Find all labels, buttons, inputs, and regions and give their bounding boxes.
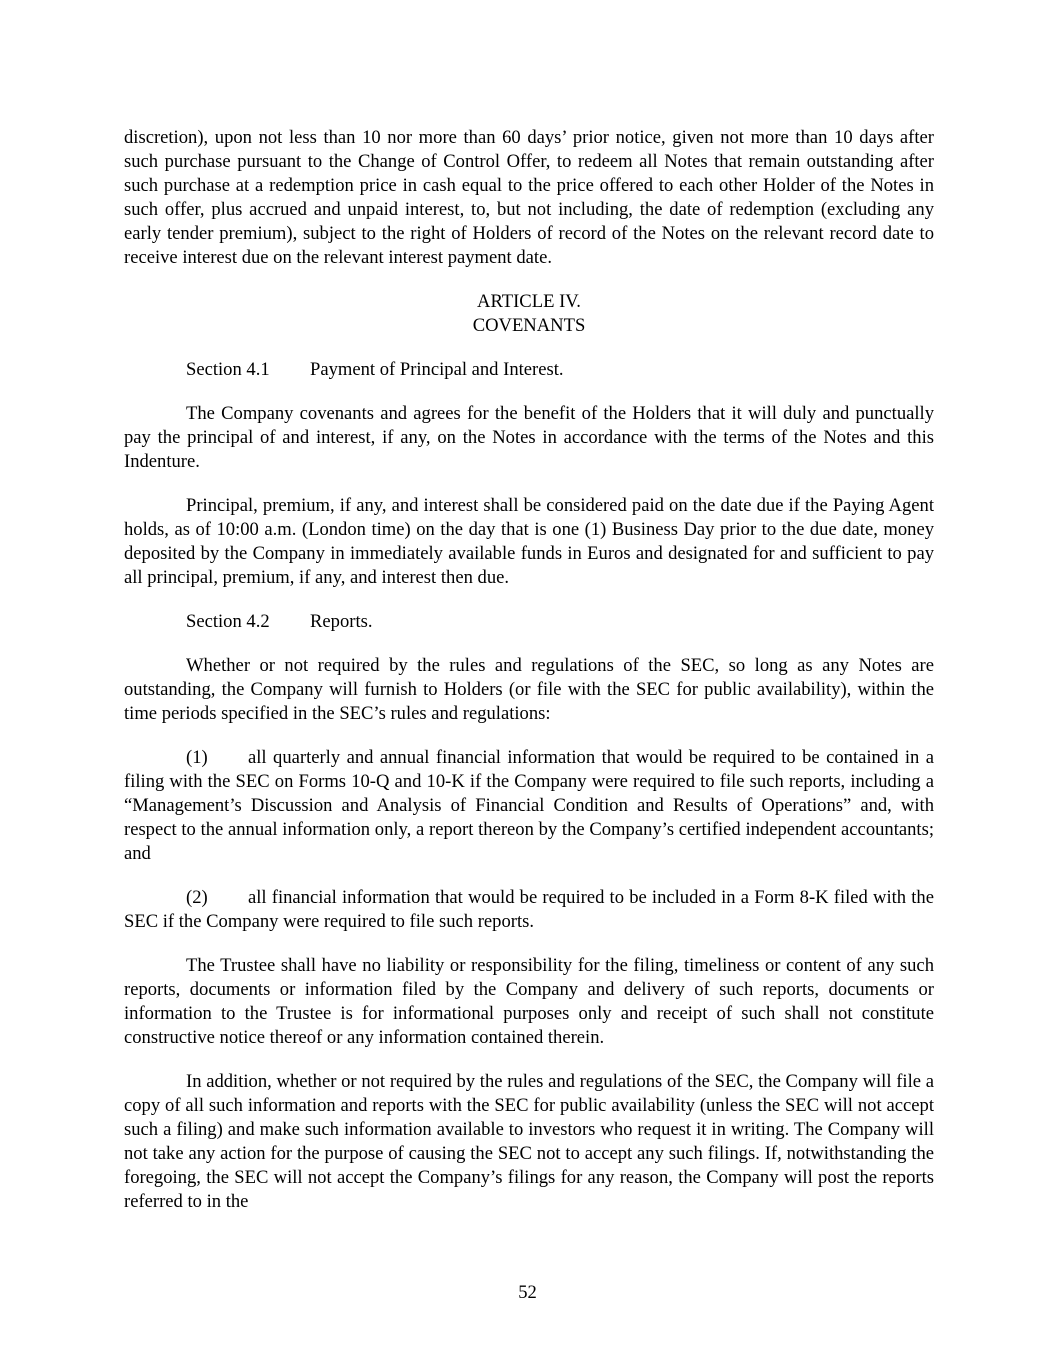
section-4-2-heading	[124, 610, 934, 634]
section-4-1-number: Section 4.1	[186, 359, 270, 380]
page-number: 52	[518, 1282, 537, 1303]
paragraph-reports-intro: Whether or not required by the rules and regulations of the SEC, so long as any Notes are outstanding, the Company will furnish to Holders (or file with the SEC for public availability), within the time periods specified in the SEC’s rules and regulations:	[124, 655, 934, 724]
section-4-2-title: Reports.	[310, 611, 373, 632]
list-item-1	[124, 746, 934, 866]
paragraph-continuation: discretion), upon not less than 10 nor more than 60 days’ prior notice, given not more than 10 days after such purchase pursuant to the Change of Control Offer, to redeem all Notes that remain outstanding after such purchase at a redemption price in cash equal to the price offered to each other Holder of the Notes in such offer, plus accrued and unpaid interest, to, but not including, the date of redemption (excluding any early tender premium), subject to the right of Holders of record of the Notes on the relevant record date to receive interest due on the relevant interest payment date.	[124, 127, 934, 268]
article-title: COVENANTS	[472, 315, 586, 336]
list-item-1-label: (1)	[186, 747, 208, 768]
paragraph-covenant-payment: The Company covenants and agrees for the benefit of the Holders that it will duly and punctually pay the principal of and interest, if any, on the Notes in accordance with the terms of the Notes and this Indenture.	[124, 403, 934, 472]
paragraph-payment-timing: Principal, premium, if any, and interest shall be considered paid on the date due if the Paying Agent holds, as of 10:00 a.m. (London time) on the day that is one (1) Business Day prior to the due date, money deposited by the Company in immediately available funds in Euros and designated for and sufficient to pay all principal, premium, if any, and interest then due.	[124, 495, 934, 588]
list-item-2	[124, 886, 934, 934]
paragraph-trustee-liability: The Trustee shall have no liability or responsibility for the filing, timeliness or content of any such reports, documents or information filed by the Company and delivery of such reports, documents or information to the Trustee is for informational purposes only and receipt of such shall not constitute constructive notice thereof or any information contained therein.	[124, 955, 934, 1048]
section-4-1-heading	[124, 358, 934, 382]
section-4-2-number: Section 4.2	[186, 611, 270, 632]
list-item-2-label: (2)	[186, 887, 208, 908]
article-number: ARTICLE IV.	[477, 291, 581, 312]
document-page	[124, 126, 934, 1234]
article-heading	[124, 290, 934, 338]
paragraph-sec-filing: In addition, whether or not required by the rules and regulations of the SEC, the Company will file a copy of all such information and reports with the SEC for public availability (unless the SEC will not accept such a filing) and make such information available to investors who request it in writing. The Company will not take any action for the purpose of causing the SEC not to accept any such filings. If, notwithstanding the foregoing, the SEC will not accept the Company’s filings for any reason, the Company will post the reports referred to in the	[124, 1071, 934, 1212]
section-4-1-title: Payment of Principal and Interest.	[310, 359, 564, 380]
list-item-2-text: all financial information that would be required to be included in a Form 8-K filed with the SEC if the Company were required to file such reports.	[124, 887, 934, 932]
list-item-1-text: all quarterly and annual financial information that would be required to be contained in a filing with the SEC on Forms 10-Q and 10-K if the Company were required to file such reports, including a “Management’s Discussion and Analysis of Financial Condition and Results of Operations” and, with respect to the annual information only, a report thereon by the Company’s certified independent accountants; and	[124, 747, 934, 864]
